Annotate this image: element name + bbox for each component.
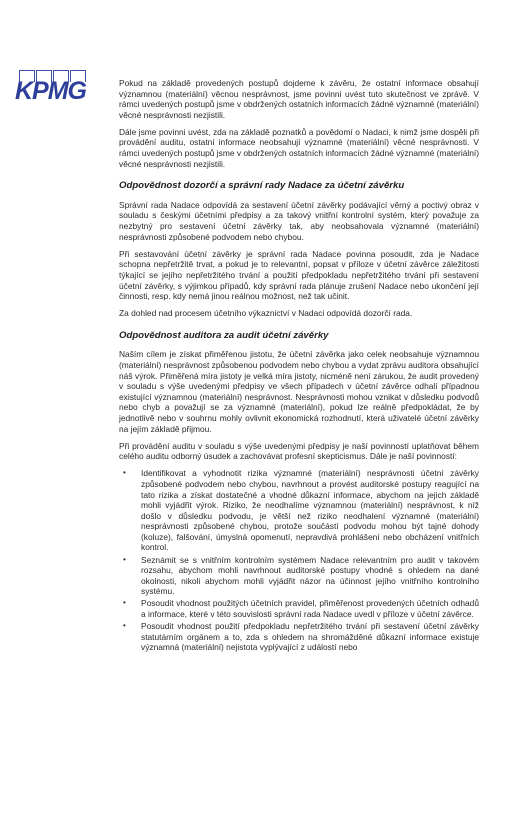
- section-heading: Odpovědnost dozorčí a správní rady Nadace za účetní závěrku: [119, 180, 405, 192]
- paragraph: Při provádění auditu v souladu s výše uvedenými předpisy je naší povinností uplatňovat během celého auditu odborný úsudek a zachovávat profesní skepticismus. Dále je naší povinností:: [119, 440, 479, 462]
- list-item: [119, 621, 479, 653]
- list-item: [119, 555, 479, 597]
- paragraph: Za dohled nad procesem účetního výkaznictví v Nadaci odpovídá dozorčí rada.: [119, 308, 413, 319]
- list-item-text: Posoudit vhodnost použitých účetních pravidel, přiměřenost provedených účetních odhadů a informace, které v této souvislosti správní rada Nadace uvedl v příloze v účetní závěrce.: [141, 598, 479, 620]
- bullet-icon: •: [123, 598, 126, 608]
- list-item: [119, 598, 479, 619]
- paragraph: Při sestavování účetní závěrky je správní rada Nadace povinna posoudit, zda je Nadace schopna nepřetržitě trvat, a pokud je to relevantní, popsat v příloze v účetní závěrce záležitosti týkající se jejího nepřetržitého trvání a použití předpokladu nepřetržitého trvání při sestavení účetní závěrky, s výjimkou případů, kdy správní rada plánuje zrušení Nadace nebo ukončení její činnosti, resp. kdy nemá jinou reálnou možnost, než tak učinit.: [119, 248, 479, 302]
- paragraph: Správní rada Nadace odpovídá za sestavení účetní závěrky podávající věrný a poctivý obraz v souladu s českými účetními předpisy a za takový vnitřní kontrolní systém, který považuje za nezbytný pro sestavení účetní závěrky tak, aby neobsahovala významné (materiální) nesprávnosti způsobené podvodem nebo chybou.: [119, 199, 479, 242]
- report-body: [119, 78, 479, 654]
- section-heading: Odpovědnost auditora za audit účetní závěrky: [119, 329, 329, 341]
- kpmg-logo: [15, 70, 91, 106]
- paragraph: Naším cílem je získat přiměřenou jistotu, že účetní závěrka jako celek neobsahuje významnou (materiální) nesprávnost způsobenou podvodem nebo chybou a vydat zprávu auditora obsahující náš výrok. Přiměřená míra jistoty je velká míra jistoty, nicméně není zárukou, že audit provedený v souladu s výše uvedenými předpisy ve všech případech v účetní závěrce odhalí případnou existující významnou (materiální) nesprávnost. Nesprávnosti mohou vznikat v důsledku podvodů nebo chyb a považují se za významné (materiální), pokud lze reálně předpokládat, že by jednotlivě nebo v souhrnu mohly ovlivnit ekonomická rozhodnutí, která uživatelé účetní závěrky na jejím základě přijmou.: [119, 349, 479, 434]
- list-item: [119, 468, 479, 553]
- bullet-icon: •: [123, 468, 126, 478]
- paragraph: Pokud na základě provedených postupů dojdeme k závěru, že ostatní informace obsahují významnou (materiální) věcnou nesprávnost, jsme povinni uvést tuto skutečnost ve zprávě. V rámci uvedených postupů jsme v obdržených ostatních informacích žádné významné (materiální) věcné nesprávnosti nezjistili.: [119, 78, 479, 120]
- list-item-text: Posoudit vhodnost použití předpokladu nepřetržitého trvání při sestavení účetní závěrky statutárním orgánem a to, zda s ohledem na shromážděné důkazní informace existuje významná (materiální) nejistota vyplývající z událostí nebo: [141, 621, 479, 653]
- paragraph: Dále jsme povinni uvést, zda na základě poznatků a povědomí o Nadaci, k nimž jsme dospěli při provádění auditu, ostatní informace neobsahují významné (materiální) věcné nesprávnosti. V rámci uvedených postupů jsme v obdržených ostatních informacích žádné významné (materiální) věcné nesprávnosti nezjistili.: [119, 126, 479, 169]
- logo-text: KPMG: [15, 77, 86, 105]
- list-item-text: Identifikovat a vyhodnotit rizika významné (materiální) nesprávnosti účetní závěrky způsobené podvodem nebo chybou, navrhnout a provést auditorské postupy reagující na tato rizika a získat dostatečné a vhodné důkazní informace, abychom na jejich základě mohli vyjádřit výrok. Riziko, že neodhalíme významnou (materiální) nesprávnost, k níž došlo v důsledku podvodu, je větší než riziko neodhalení významné (materiální) nesprávnosti způsobené chybou, protože součástí podvodu mohou být tajné dohody (koluze), falšování, úmyslná opomenutí, nepravdivá prohlášení nebo obcházení vnitřních kontrol.: [141, 468, 479, 553]
- bullet-list: [119, 468, 479, 653]
- bullet-icon: •: [123, 621, 126, 631]
- bullet-icon: •: [123, 554, 126, 564]
- list-item-text: Seznámit se s vnitřním kontrolním systémem Nadace relevantním pro audit v takovém rozsahu, abychom mohli navrhnout auditorské postupy vhodné s ohledem na dané okolnosti, nikoli abychom mohli vyjádřit názor na účinnost jejího vnitřního kontrolního systému.: [141, 554, 479, 597]
